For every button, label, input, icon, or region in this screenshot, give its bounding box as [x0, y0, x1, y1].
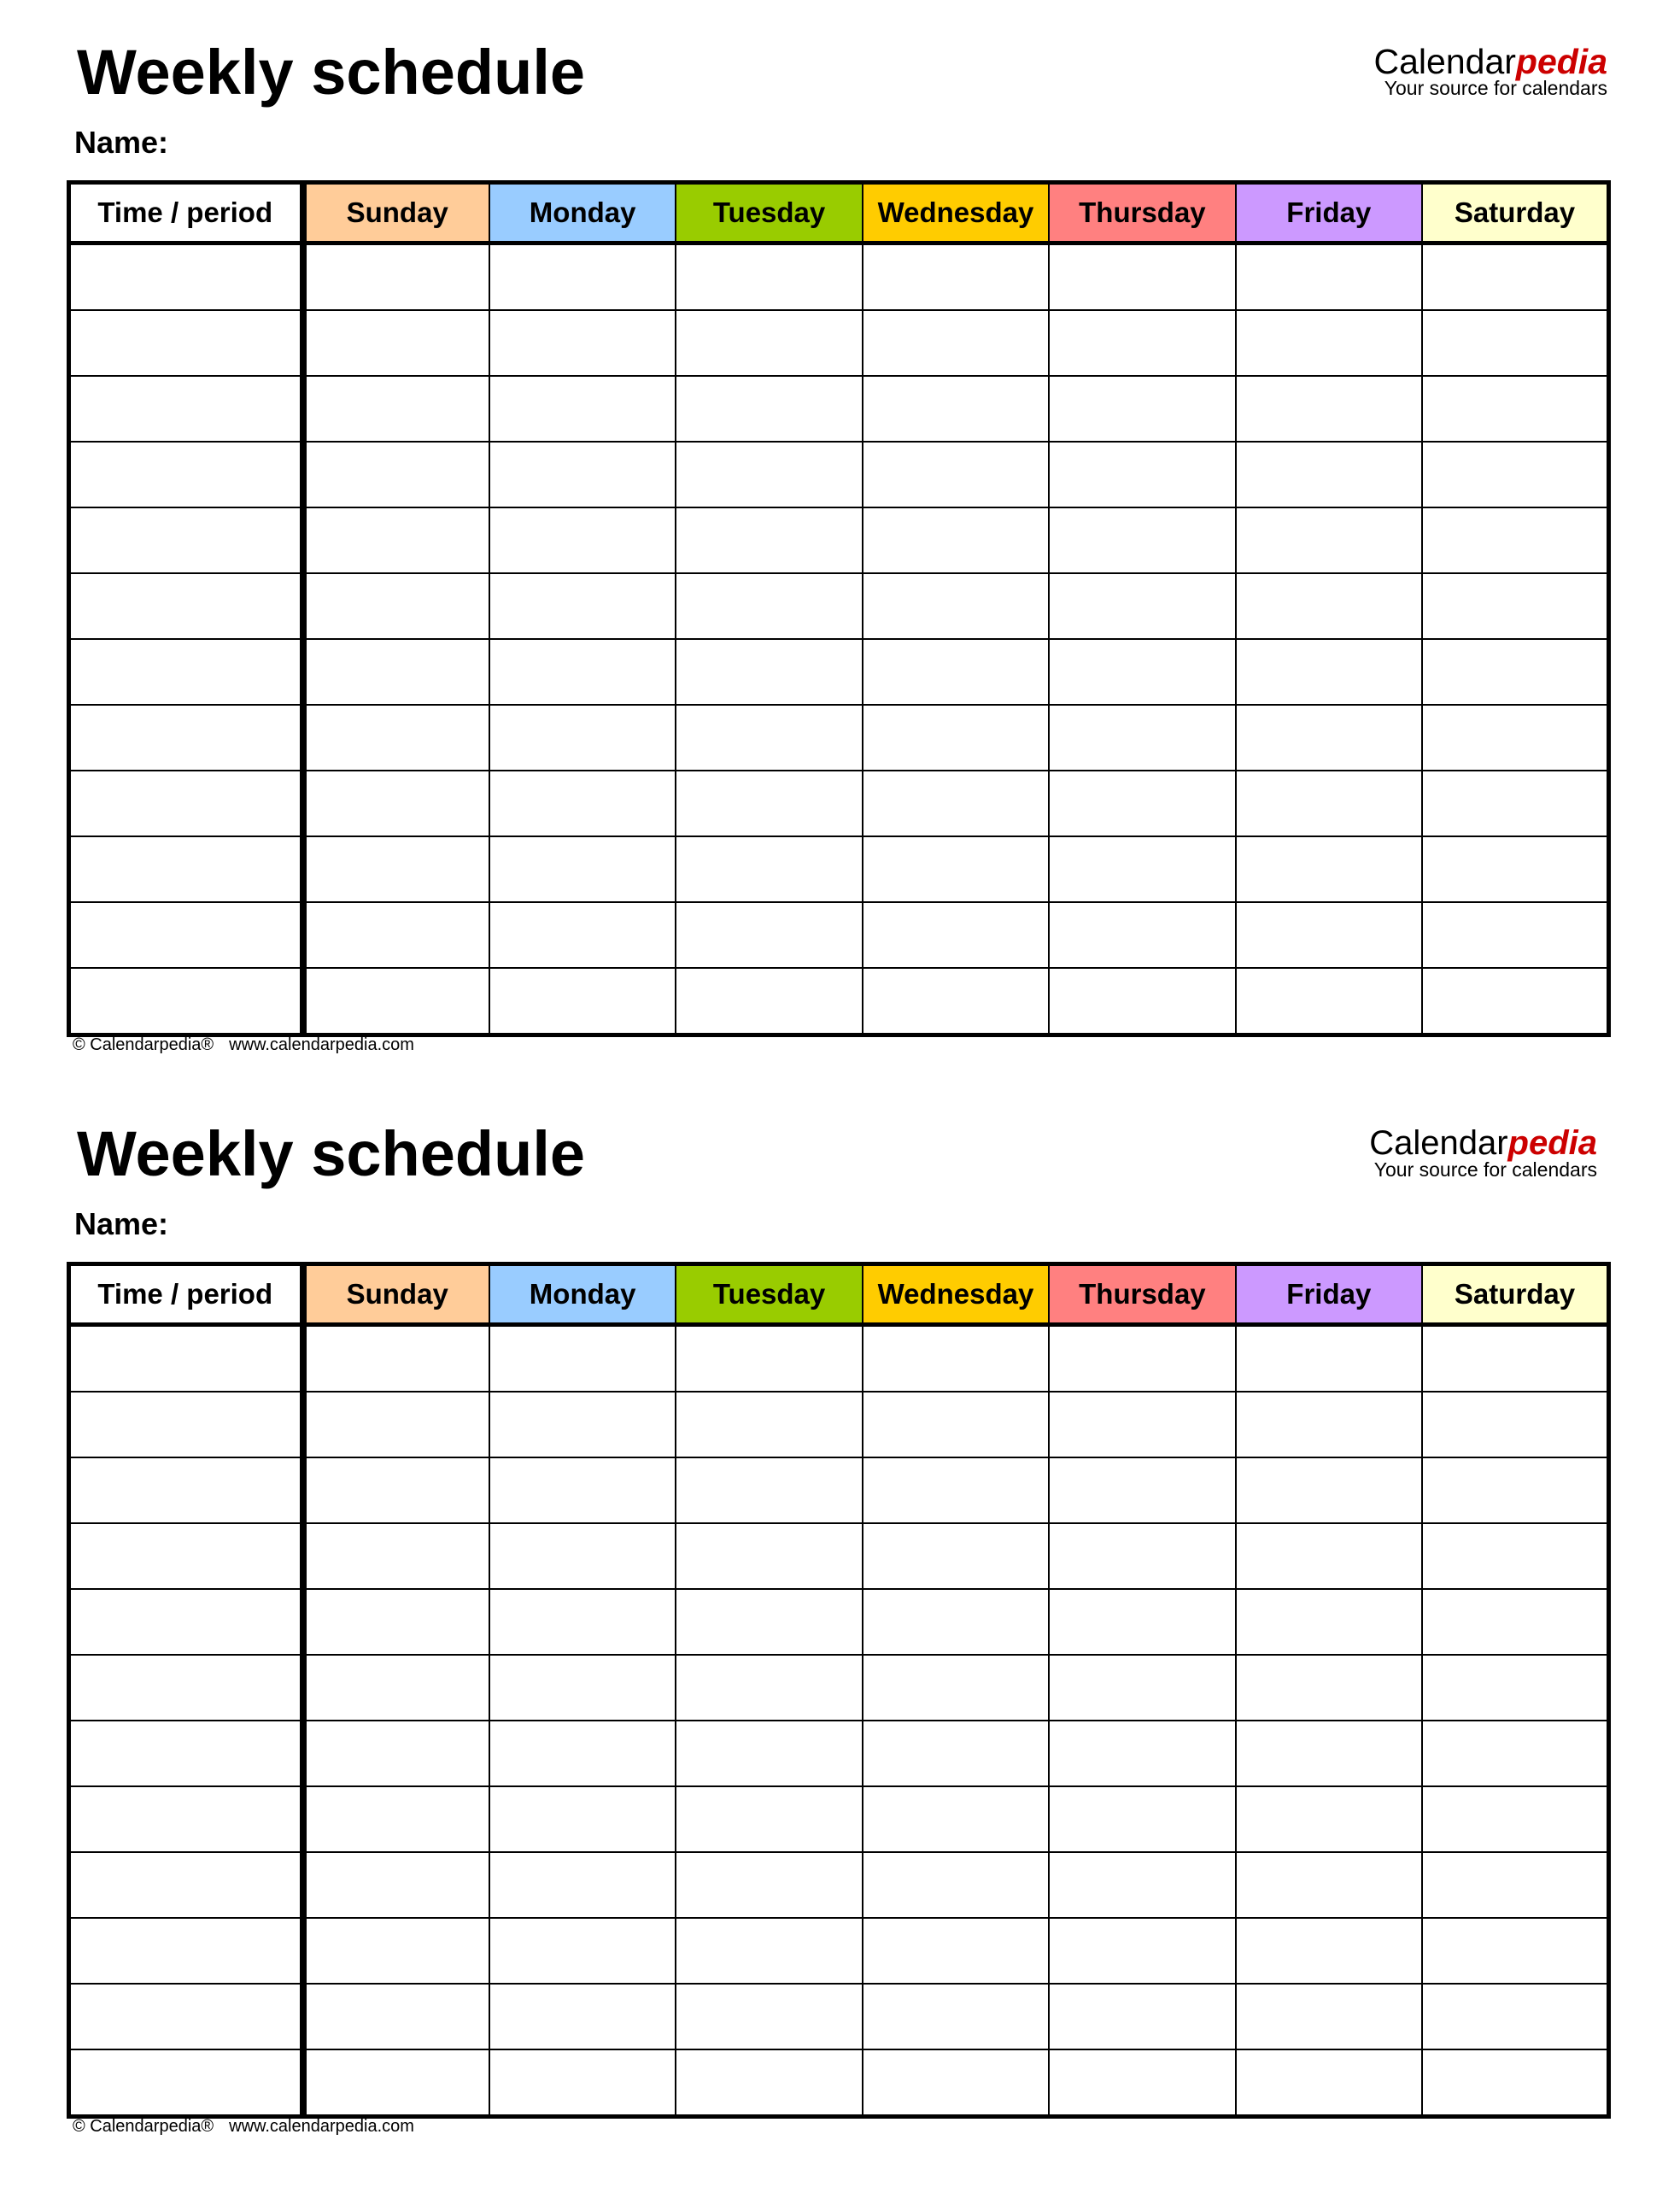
schedule-cell-monday[interactable]	[489, 1523, 676, 1589]
copyright-footer	[73, 2115, 414, 2137]
schedule-cell-tuesday[interactable]	[676, 507, 862, 573]
table-row	[69, 1457, 1609, 1523]
schedule-cell-sunday[interactable]	[303, 968, 489, 1035]
schedule-cell-saturday[interactable]	[1422, 771, 1608, 836]
schedule-cell-friday[interactable]	[1236, 705, 1422, 771]
schedule-cell-monday[interactable]	[489, 1918, 676, 1984]
schedule-cell-sunday[interactable]	[303, 1392, 489, 1457]
column-header-time-period: Time / period	[69, 1264, 303, 1325]
schedule-cell-thursday[interactable]	[1049, 1325, 1235, 1393]
schedule-cell-monday[interactable]	[489, 1721, 676, 1786]
schedule-cell-thursday[interactable]	[1049, 1457, 1235, 1523]
schedule-cell-friday[interactable]	[1236, 243, 1422, 311]
schedule-cell-friday[interactable]	[1236, 573, 1422, 639]
schedule-cell-saturday[interactable]	[1422, 639, 1608, 705]
column-header-wednesday: Wednesday	[863, 1264, 1049, 1325]
schedule-cell-saturday[interactable]	[1422, 243, 1608, 311]
table-row	[69, 1523, 1609, 1589]
time-period-cell[interactable]	[69, 442, 303, 507]
schedule-cell-monday[interactable]	[489, 968, 676, 1035]
schedule-cell-monday[interactable]	[489, 1325, 676, 1393]
schedule-cell-thursday[interactable]	[1049, 1721, 1235, 1786]
table-row	[69, 1786, 1609, 1852]
column-header-saturday: Saturday	[1422, 1264, 1608, 1325]
schedule-cell-friday[interactable]	[1236, 1392, 1422, 1457]
schedule-cell-thursday[interactable]	[1049, 1852, 1235, 1918]
schedule-cell-friday[interactable]	[1236, 1457, 1422, 1523]
schedule-cell-sunday[interactable]	[303, 442, 489, 507]
schedule-cell-friday[interactable]	[1236, 2049, 1422, 2117]
schedule-cell-saturday[interactable]	[1422, 1589, 1608, 1655]
time-period-cell[interactable]	[69, 836, 303, 902]
schedule-cell-wednesday[interactable]	[863, 1786, 1049, 1852]
schedule-cell-friday[interactable]	[1236, 836, 1422, 902]
table-row	[69, 1325, 1609, 1393]
schedule-cell-monday[interactable]	[489, 1589, 676, 1655]
table-row	[69, 442, 1609, 507]
schedule-cell-thursday[interactable]	[1049, 1655, 1235, 1721]
time-period-cell[interactable]	[69, 243, 303, 311]
time-period-cell[interactable]	[69, 1721, 303, 1786]
schedule-cell-monday[interactable]	[489, 2049, 676, 2117]
logo-wordmark-plain: Calendar	[1369, 1124, 1508, 1162]
schedule-cell-sunday[interactable]	[303, 836, 489, 902]
time-period-cell[interactable]	[69, 1457, 303, 1523]
schedule-cell-monday[interactable]	[489, 639, 676, 705]
schedule-cell-monday[interactable]	[489, 310, 676, 376]
column-header-thursday: Thursday	[1049, 183, 1235, 243]
schedule-cell-wednesday[interactable]	[863, 1984, 1049, 2049]
schedule-cell-wednesday[interactable]	[863, 243, 1049, 311]
schedule-cell-thursday[interactable]	[1049, 639, 1235, 705]
schedule-cell-saturday[interactable]	[1422, 1523, 1608, 1589]
column-header-tuesday: Tuesday	[676, 183, 862, 243]
time-period-cell[interactable]	[69, 2049, 303, 2117]
schedule-cell-wednesday[interactable]	[863, 771, 1049, 836]
page-title: Weekly schedule	[77, 37, 586, 108]
logo-wordmark	[1374, 43, 1607, 80]
schedule-section-1	[0, 0, 1680, 1082]
schedule-cell-monday[interactable]	[489, 243, 676, 311]
schedule-cell-sunday[interactable]	[303, 507, 489, 573]
schedule-cell-tuesday[interactable]	[676, 836, 862, 902]
schedule-cell-wednesday[interactable]	[863, 1589, 1049, 1655]
schedule-cell-tuesday[interactable]	[676, 243, 862, 311]
schedule-cell-monday[interactable]	[489, 376, 676, 442]
schedule-cell-tuesday[interactable]	[676, 639, 862, 705]
weekly-schedule-table	[67, 1262, 1611, 2119]
table-row	[69, 902, 1609, 968]
schedule-cell-sunday[interactable]	[303, 639, 489, 705]
table-row	[69, 1852, 1609, 1918]
table-row	[69, 1655, 1609, 1721]
schedule-cell-saturday[interactable]	[1422, 376, 1608, 442]
time-period-cell[interactable]	[69, 310, 303, 376]
table-row	[69, 573, 1609, 639]
name-label: Name:	[74, 1206, 169, 1241]
schedule-cell-wednesday[interactable]	[863, 376, 1049, 442]
logo-wordmark	[1369, 1124, 1597, 1162]
schedule-cell-tuesday[interactable]	[676, 1523, 862, 1589]
schedule-cell-friday[interactable]	[1236, 442, 1422, 507]
time-period-cell[interactable]	[69, 1918, 303, 1984]
schedule-cell-thursday[interactable]	[1049, 705, 1235, 771]
schedule-cell-friday[interactable]	[1236, 1786, 1422, 1852]
schedule-cell-thursday[interactable]	[1049, 310, 1235, 376]
schedule-cell-tuesday[interactable]	[676, 902, 862, 968]
copyright-text: © Calendarpedia®	[73, 2117, 214, 2136]
schedule-cell-saturday[interactable]	[1422, 1325, 1608, 1393]
schedule-cell-saturday[interactable]	[1422, 1984, 1608, 2049]
page-title: Weekly schedule	[77, 1118, 586, 1189]
schedule-cell-wednesday[interactable]	[863, 1852, 1049, 1918]
name-label: Name:	[74, 125, 169, 160]
column-header-saturday: Saturday	[1422, 183, 1608, 243]
schedule-cell-tuesday[interactable]	[676, 1786, 862, 1852]
table-row	[69, 836, 1609, 902]
schedule-cell-thursday[interactable]	[1049, 442, 1235, 507]
schedule-cell-tuesday[interactable]	[676, 376, 862, 442]
schedule-cell-sunday[interactable]	[303, 1918, 489, 1984]
time-period-cell[interactable]	[69, 771, 303, 836]
header-row	[69, 1264, 1609, 1325]
schedule-cell-tuesday[interactable]	[676, 1392, 862, 1457]
schedule-cell-wednesday[interactable]	[863, 442, 1049, 507]
website-link[interactable]: www.calendarpedia.com	[229, 1035, 414, 1054]
schedule-cell-saturday[interactable]	[1422, 1852, 1608, 1918]
schedule-cell-wednesday[interactable]	[863, 902, 1049, 968]
schedule-cell-friday[interactable]	[1236, 1852, 1422, 1918]
table-row	[69, 2049, 1609, 2117]
logo-tagline: Your source for calendars	[1384, 77, 1607, 99]
table-row	[69, 968, 1609, 1035]
schedule-cell-thursday[interactable]	[1049, 1392, 1235, 1457]
schedule-cell-sunday[interactable]	[303, 1984, 489, 2049]
schedule-cell-sunday[interactable]	[303, 1786, 489, 1852]
schedule-cell-friday[interactable]	[1236, 376, 1422, 442]
schedule-cell-thursday[interactable]	[1049, 1523, 1235, 1589]
table-row	[69, 639, 1609, 705]
schedule-cell-sunday[interactable]	[303, 573, 489, 639]
schedule-cell-monday[interactable]	[489, 1392, 676, 1457]
schedule-cell-sunday[interactable]	[303, 902, 489, 968]
table-row	[69, 1392, 1609, 1457]
schedule-cell-sunday[interactable]	[303, 1852, 489, 1918]
time-period-cell[interactable]	[69, 376, 303, 442]
schedule-cell-saturday[interactable]	[1422, 836, 1608, 902]
schedule-cell-friday[interactable]	[1236, 968, 1422, 1035]
schedule-cell-sunday[interactable]	[303, 2049, 489, 2117]
schedule-cell-friday[interactable]	[1236, 771, 1422, 836]
time-period-cell[interactable]	[69, 1589, 303, 1655]
schedule-cell-tuesday[interactable]	[676, 1852, 862, 1918]
schedule-cell-sunday[interactable]	[303, 771, 489, 836]
schedule-section-2	[0, 1082, 1680, 2163]
logo-tagline: Your source for calendars	[1373, 1158, 1597, 1181]
schedule-cell-thursday[interactable]	[1049, 836, 1235, 902]
schedule-cell-tuesday[interactable]	[676, 968, 862, 1035]
schedule-cell-sunday[interactable]	[303, 1721, 489, 1786]
table-row	[69, 507, 1609, 573]
schedule-cell-saturday[interactable]	[1422, 705, 1608, 771]
schedule-cell-saturday[interactable]	[1422, 1721, 1608, 1786]
schedule-cell-monday[interactable]	[489, 771, 676, 836]
schedule-cell-wednesday[interactable]	[863, 1918, 1049, 1984]
schedule-cell-wednesday[interactable]	[863, 573, 1049, 639]
schedule-cell-friday[interactable]	[1236, 1721, 1422, 1786]
schedule-cell-tuesday[interactable]	[676, 1589, 862, 1655]
calendarpedia-logo	[1374, 43, 1607, 98]
table-row	[69, 1984, 1609, 2049]
schedule-cell-tuesday[interactable]	[676, 1918, 862, 1984]
schedule-cell-thursday[interactable]	[1049, 376, 1235, 442]
schedule-cell-saturday[interactable]	[1422, 1786, 1608, 1852]
column-header-sunday: Sunday	[303, 1264, 489, 1325]
schedule-cell-monday[interactable]	[489, 1984, 676, 2049]
schedule-cell-sunday[interactable]	[303, 310, 489, 376]
schedule-cell-wednesday[interactable]	[863, 507, 1049, 573]
schedule-cell-thursday[interactable]	[1049, 243, 1235, 311]
schedule-cell-sunday[interactable]	[303, 1589, 489, 1655]
schedule-cell-sunday[interactable]	[303, 1523, 489, 1589]
table-row	[69, 376, 1609, 442]
schedule-cell-friday[interactable]	[1236, 1984, 1422, 2049]
schedule-cell-wednesday[interactable]	[863, 1655, 1049, 1721]
header-row	[69, 183, 1609, 243]
table-row	[69, 771, 1609, 836]
schedule-cell-thursday[interactable]	[1049, 968, 1235, 1035]
schedule-cell-saturday[interactable]	[1422, 1655, 1608, 1721]
table-row	[69, 1589, 1609, 1655]
schedule-cell-thursday[interactable]	[1049, 507, 1235, 573]
time-period-cell[interactable]	[69, 1325, 303, 1393]
schedule-cell-tuesday[interactable]	[676, 771, 862, 836]
calendarpedia-logo	[1369, 1124, 1597, 1180]
table-row	[69, 1918, 1609, 1984]
copyright-footer	[73, 1034, 414, 1056]
column-header-thursday: Thursday	[1049, 1264, 1235, 1325]
schedule-cell-thursday[interactable]	[1049, 902, 1235, 968]
schedule-cell-thursday[interactable]	[1049, 2049, 1235, 2117]
schedule-cell-monday[interactable]	[489, 705, 676, 771]
schedule-cell-thursday[interactable]	[1049, 771, 1235, 836]
schedule-cell-thursday[interactable]	[1049, 1984, 1235, 2049]
schedule-cell-friday[interactable]	[1236, 1523, 1422, 1589]
schedule-cell-friday[interactable]	[1236, 507, 1422, 573]
column-header-monday: Monday	[489, 1264, 676, 1325]
schedule-cell-sunday[interactable]	[303, 1457, 489, 1523]
schedule-cell-friday[interactable]	[1236, 902, 1422, 968]
schedule-cell-wednesday[interactable]	[863, 2049, 1049, 2117]
time-period-cell[interactable]	[69, 968, 303, 1035]
schedule-cell-wednesday[interactable]	[863, 639, 1049, 705]
schedule-cell-tuesday[interactable]	[676, 1655, 862, 1721]
time-period-cell[interactable]	[69, 705, 303, 771]
schedule-cell-tuesday[interactable]	[676, 1325, 862, 1393]
schedule-cell-sunday[interactable]	[303, 705, 489, 771]
time-period-cell[interactable]	[69, 573, 303, 639]
weekly-schedule-table	[67, 180, 1611, 1037]
schedule-cell-friday[interactable]	[1236, 310, 1422, 376]
schedule-cell-friday[interactable]	[1236, 1589, 1422, 1655]
schedule-cell-monday[interactable]	[489, 507, 676, 573]
time-period-cell[interactable]	[69, 902, 303, 968]
schedule-cell-sunday[interactable]	[303, 243, 489, 311]
schedule-cell-thursday[interactable]	[1049, 1918, 1235, 1984]
time-period-cell[interactable]	[69, 1523, 303, 1589]
schedule-cell-tuesday[interactable]	[676, 1457, 862, 1523]
time-period-cell[interactable]	[69, 1786, 303, 1852]
schedule-cell-saturday[interactable]	[1422, 442, 1608, 507]
schedule-cell-monday[interactable]	[489, 902, 676, 968]
schedule-cell-thursday[interactable]	[1049, 1786, 1235, 1852]
schedule-cell-wednesday[interactable]	[863, 968, 1049, 1035]
logo-wordmark-plain: Calendar	[1373, 42, 1516, 81]
schedule-cell-saturday[interactable]	[1422, 1392, 1608, 1457]
column-header-time-period: Time / period	[69, 183, 303, 243]
website-link[interactable]: www.calendarpedia.com	[229, 2117, 414, 2136]
schedule-cell-saturday[interactable]	[1422, 573, 1608, 639]
schedule-cell-saturday[interactable]	[1422, 310, 1608, 376]
table-row	[69, 705, 1609, 771]
schedule-cell-saturday[interactable]	[1422, 902, 1608, 968]
table-row	[69, 243, 1609, 311]
schedule-cell-tuesday[interactable]	[676, 573, 862, 639]
schedule-cell-tuesday[interactable]	[676, 1721, 862, 1786]
time-period-cell[interactable]	[69, 1984, 303, 2049]
copyright-text: © Calendarpedia®	[73, 1035, 214, 1054]
schedule-cell-saturday[interactable]	[1422, 507, 1608, 573]
schedule-cell-tuesday[interactable]	[676, 705, 862, 771]
schedule-cell-monday[interactable]	[489, 1852, 676, 1918]
time-period-cell[interactable]	[69, 1852, 303, 1918]
schedule-cell-saturday[interactable]	[1422, 2049, 1608, 2117]
schedule-cell-monday[interactable]	[489, 1786, 676, 1852]
schedule-cell-friday[interactable]	[1236, 1325, 1422, 1393]
column-header-wednesday: Wednesday	[863, 183, 1049, 243]
schedule-cell-wednesday[interactable]	[863, 1392, 1049, 1457]
schedule-cell-wednesday[interactable]	[863, 836, 1049, 902]
schedule-cell-friday[interactable]	[1236, 639, 1422, 705]
column-header-friday: Friday	[1236, 1264, 1422, 1325]
schedule-cell-tuesday[interactable]	[676, 310, 862, 376]
schedule-cell-saturday[interactable]	[1422, 1457, 1608, 1523]
schedule-cell-monday[interactable]	[489, 442, 676, 507]
time-period-cell[interactable]	[69, 639, 303, 705]
schedule-cell-thursday[interactable]	[1049, 573, 1235, 639]
table-row	[69, 310, 1609, 376]
schedule-cell-wednesday[interactable]	[863, 1721, 1049, 1786]
schedule-cell-saturday[interactable]	[1422, 968, 1608, 1035]
schedule-cell-wednesday[interactable]	[863, 310, 1049, 376]
schedule-cell-friday[interactable]	[1236, 1918, 1422, 1984]
schedule-cell-monday[interactable]	[489, 1457, 676, 1523]
column-header-tuesday: Tuesday	[676, 1264, 862, 1325]
schedule-cell-wednesday[interactable]	[863, 1325, 1049, 1393]
column-header-friday: Friday	[1236, 183, 1422, 243]
schedule-cell-tuesday[interactable]	[676, 2049, 862, 2117]
time-period-cell[interactable]	[69, 1655, 303, 1721]
schedule-body	[69, 1325, 1609, 2117]
schedule-cell-friday[interactable]	[1236, 1655, 1422, 1721]
schedule-body	[69, 243, 1609, 1035]
schedule-cell-monday[interactable]	[489, 573, 676, 639]
schedule-cell-monday[interactable]	[489, 1655, 676, 1721]
time-period-cell[interactable]	[69, 507, 303, 573]
column-header-sunday: Sunday	[303, 183, 489, 243]
schedule-cell-sunday[interactable]	[303, 376, 489, 442]
time-period-cell[interactable]	[69, 1392, 303, 1457]
schedule-cell-wednesday[interactable]	[863, 1523, 1049, 1589]
schedule-cell-tuesday[interactable]	[676, 442, 862, 507]
schedule-cell-sunday[interactable]	[303, 1325, 489, 1393]
logo-wordmark-accent: pedia	[1515, 42, 1607, 81]
schedule-cell-wednesday[interactable]	[863, 705, 1049, 771]
column-header-monday: Monday	[489, 183, 676, 243]
table-row	[69, 1721, 1609, 1786]
schedule-cell-tuesday[interactable]	[676, 1984, 862, 2049]
schedule-cell-wednesday[interactable]	[863, 1457, 1049, 1523]
logo-wordmark-accent: pedia	[1507, 1124, 1597, 1162]
schedule-cell-monday[interactable]	[489, 836, 676, 902]
schedule-cell-sunday[interactable]	[303, 1655, 489, 1721]
schedule-cell-thursday[interactable]	[1049, 1589, 1235, 1655]
schedule-cell-saturday[interactable]	[1422, 1918, 1608, 1984]
